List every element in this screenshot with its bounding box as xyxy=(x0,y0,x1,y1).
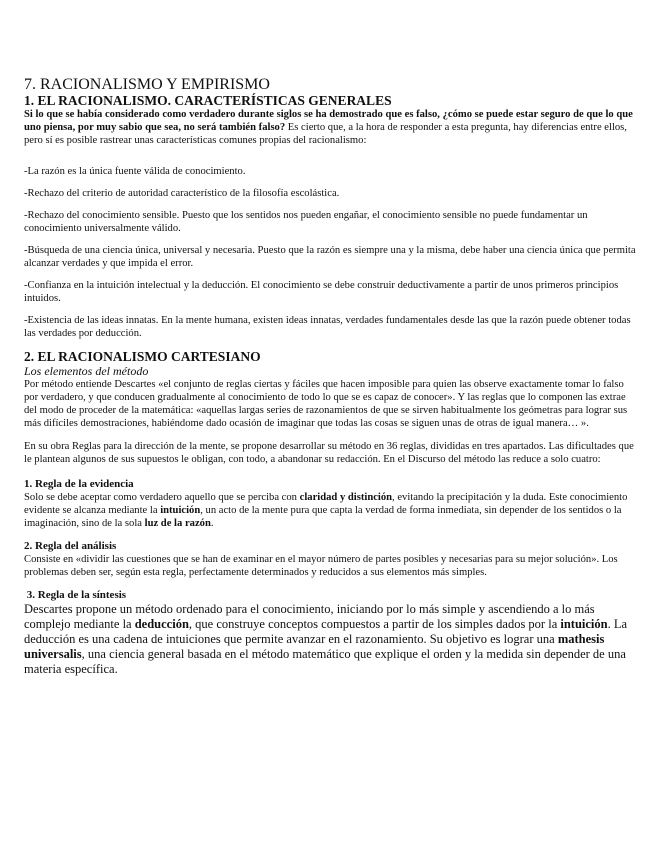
rule1-text xyxy=(24,491,636,530)
bullet-6: -Existencia de las ideas innatas. En la mente humana, existen ideas innatas, verdades fundamentales desde las que la razón puede obtener todas las verdades por deducción. xyxy=(24,315,631,339)
rule1-bold-luz: luz de la razón xyxy=(144,518,211,529)
rule3-text xyxy=(24,602,636,677)
rule3-text-part: . La deducción es una cadena de intuiciones que permite avanzar en el razonamiento. Su objetivo es lograr una xyxy=(24,617,628,646)
rule3-bold-mathesis: mathesis universalis xyxy=(24,632,605,661)
rule1-bold-claridad: claridad y distinción xyxy=(299,492,393,503)
rule3-bold-intuicion: intuición xyxy=(560,617,608,631)
document-page xyxy=(24,76,636,677)
rule3-bold-deduccion: deducción xyxy=(134,617,189,631)
rule2-heading: 2. Regla del análisis xyxy=(24,540,117,552)
rule3-text-part: , que construye conceptos compuestos a partir de los simples dados por la xyxy=(188,617,561,631)
intro-bold-question: Si lo que se había considerado como verdadero durante siglos se ha demostrado que es falso, ¿cómo se puede estar seguro de que lo que uno piensa, por muy sabio que sea, no será también falso? xyxy=(24,109,633,133)
bullet-4: -Búsqueda de una ciencia única, universal y necesaria. Puesto que la razón es siempre una y la misma, debe haber una ciencia única que permita alcanzar verdades y que impida el error. xyxy=(24,245,636,269)
rule2-text: Consiste en «dividir las cuestiones que se han de examinar en el mayor número de partes posibles y necesarias para su mejor solución». Los problemas deben ser, según esta regla, perfectamente determinados y reducidos a sus elementos más simples. xyxy=(24,554,618,578)
rule1-text-part: , evitando la precipitación y la duda. Este conocimiento evidente se alcanza mediante la xyxy=(24,492,628,516)
section2-para2: En su obra Reglas para la dirección de la mente, se propone desarrollar su método en 36 reglas, divididas en tres apartados. Las dificultades que le plantean algunos de sus supuestos le obligan, con todo, a abandonar su redacción. En el Discurso del método las reduce a solo cuatro: xyxy=(24,441,634,465)
bullet-1: -La razón es la única fuente válida de conocimiento. xyxy=(24,166,246,177)
rule1-text-part: Solo se debe aceptar como verdadero aquello que se perciba con xyxy=(24,492,300,503)
document-title: 7. RACIONALISMO Y EMPIRISMO xyxy=(24,76,270,93)
intro-rest: Es cierto que, a la hora de responder a esta pregunta, hay diferencias entre ellos, pero sí es posible rastrear unas características comunes propias del racionalismo: xyxy=(24,122,627,146)
rule1-bold-intuicion: intuición xyxy=(160,505,201,516)
rule3-text-part: , una ciencia general basada en el método matemático que explique el orden y la medida sin depender de una materia específica. xyxy=(24,647,626,676)
section2-para1: Por método entiende Descartes «el conjunto de reglas ciertas y fáciles que hacen imposible para quien las observe exactamente tomar lo falso por verdadero, y que conducen gradualmente al conocimiento de todo lo que se es capaz de conocer». Y las reglas que lo componen las extrae del modo de proceder de la matemática: «aquellas largas series de razonamientos de que se sirven habitualmente los geómetras para lograr sus más difíciles demostraciones, habiéndome dado ocasión de imaginar que todas las cosas se siguen unas de otras de igual manera… ». xyxy=(24,379,628,429)
section2-subheading: Los elementos del método xyxy=(24,364,149,378)
rule3-heading: 3. Regla de la síntesis xyxy=(24,589,127,601)
rule3-text-part: Descartes propone un método ordenado para el conocimiento, iniciando por lo más simple y ascendiendo a lo más complejo mediante la xyxy=(24,602,595,631)
rule1-text-part: . xyxy=(210,518,214,529)
section2-heading: 2. EL RACIONALISMO CARTESIANO xyxy=(24,349,261,364)
bullet-5: -Confianza en la intuición intelectual y la deducción. El conocimiento se debe construir deductivamente a partir de unos primeros principios intuidos. xyxy=(24,280,619,304)
bullet-3: -Rechazo del conocimiento sensible. Puesto que los sentidos nos pueden engañar, el conocimiento sensible no puede fundamentar un conocimiento universalmente válido. xyxy=(24,210,588,234)
section1-heading: 1. EL RACIONALISMO. CARACTERÍSTICAS GENERALES xyxy=(24,93,392,108)
bullet-2: -Rechazo del criterio de autoridad característico de la filosofía escolástica. xyxy=(24,188,340,199)
rule1-heading: 1. Regla de la evidencia xyxy=(24,478,134,490)
rule1-text-part: , un acto de la mente pura que capta la verdad de forma inmediata, sin depender de los sentidos o la imaginación, sino de la sola xyxy=(24,505,622,529)
section1-intro xyxy=(24,108,636,147)
